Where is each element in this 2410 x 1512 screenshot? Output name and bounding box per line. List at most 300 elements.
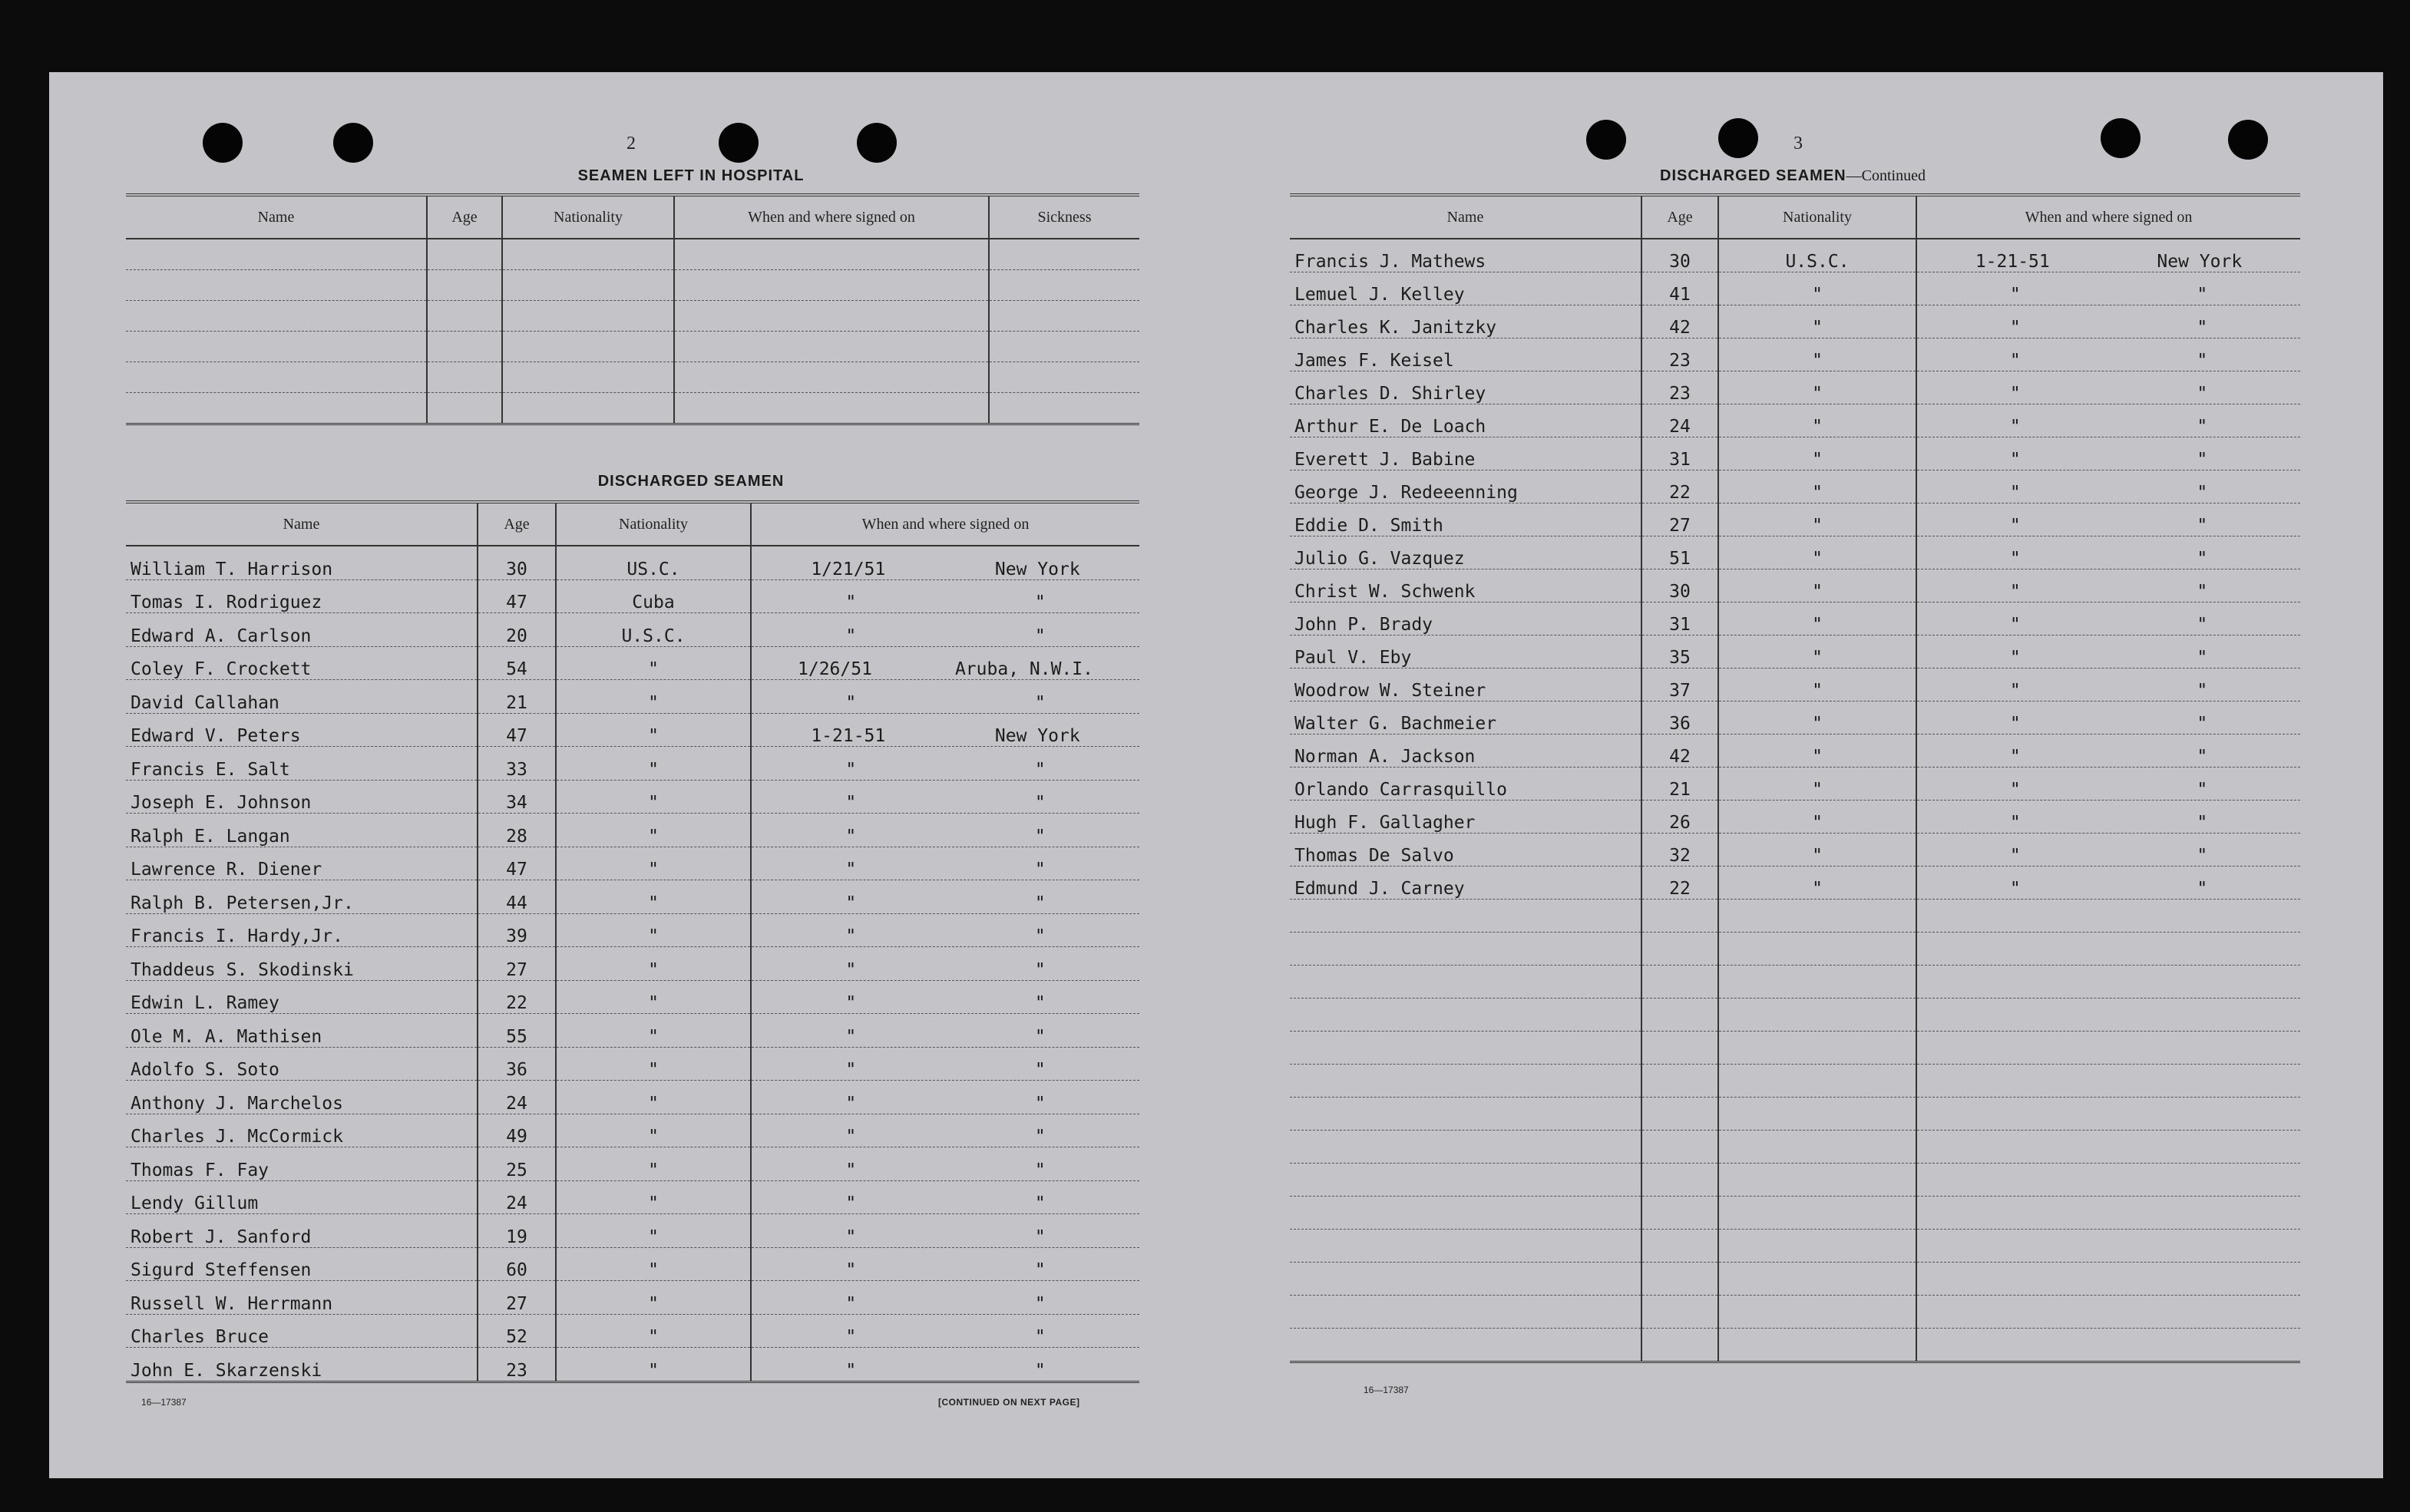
table-row <box>126 1081 1139 1114</box>
signed-on-cell <box>1916 371 2300 404</box>
blank-cell <box>1641 900 1718 933</box>
signed-on-cell <box>751 1247 1139 1281</box>
seaman-age: 30 <box>1641 569 1718 602</box>
seaman-age: 47 <box>478 847 556 880</box>
signed-on-cell <box>751 1314 1139 1348</box>
blank-cell <box>1916 933 2300 966</box>
seaman-name: Charles K. Janitzky <box>1290 305 1641 338</box>
seaman-name: John E. Skarzenski <box>126 1348 478 1382</box>
signed-on-cell <box>751 1180 1139 1214</box>
seaman-name: Sigurd Steffensen <box>126 1247 478 1281</box>
seaman-age: 34 <box>478 780 556 814</box>
table-row <box>1290 834 2300 867</box>
signed-on-cell <box>751 546 1139 579</box>
signed-on-place: " <box>1034 1226 1046 1247</box>
seaman-name: Arthur E. De Loach <box>1290 404 1641 437</box>
blank-cell <box>1916 1230 2300 1263</box>
seaman-name: Thaddeus S. Skodinski <box>126 947 478 981</box>
signed-on-cell <box>1916 536 2300 569</box>
table-row <box>126 362 1139 393</box>
signed-on-date: " <box>845 1193 857 1213</box>
signed-on-place: " <box>2197 813 2208 833</box>
table-row <box>126 1147 1139 1181</box>
signed-on-cell <box>1916 669 2300 702</box>
seaman-nationality: " <box>1718 867 1916 900</box>
seaman-nationality: " <box>1718 338 1916 371</box>
table-row <box>126 1348 1139 1382</box>
seaman-name: Paul V. Eby <box>1290 636 1641 669</box>
blank-cell <box>1916 1131 2300 1164</box>
signed-on-place: " <box>2197 285 2208 305</box>
table-row <box>1290 867 2300 900</box>
seaman-nationality: " <box>1718 536 1916 569</box>
blank-cell <box>1916 1197 2300 1230</box>
discharged-continued-table <box>1290 193 2300 1363</box>
blank-cell <box>1641 1065 1718 1098</box>
seaman-name: Thomas De Salvo <box>1290 834 1641 867</box>
seaman-nationality: " <box>556 747 751 781</box>
table-row <box>1290 669 2300 702</box>
seaman-age: 47 <box>478 579 556 613</box>
signed-on-cell <box>1916 470 2300 503</box>
blank-cell <box>1718 1065 1916 1098</box>
signed-on-place: " <box>2197 615 2208 635</box>
blank-cell <box>1718 1263 1916 1296</box>
seaman-name: Anthony J. Marchelos <box>126 1081 478 1114</box>
seaman-nationality: " <box>1718 371 1916 404</box>
signed-on-place: " <box>1034 759 1046 780</box>
table-row <box>126 1047 1139 1081</box>
signed-on-date: " <box>845 1093 857 1114</box>
table-row <box>1290 900 2300 933</box>
table-row <box>126 332 1139 362</box>
blank-cell <box>1718 1197 1916 1230</box>
col-header-age: Age <box>478 502 556 546</box>
signed-on-date: " <box>2009 615 2021 635</box>
signed-on-cell <box>1916 602 2300 636</box>
blank-cell <box>1718 1098 1916 1131</box>
seaman-name: Edmund J. Carney <box>1290 867 1641 900</box>
signed-on-date: " <box>2009 780 2021 800</box>
blank-cell <box>1718 1032 1916 1065</box>
signed-on-cell <box>1916 305 2300 338</box>
signed-on-cell <box>1916 768 2300 801</box>
seaman-nationality: " <box>1718 602 1916 636</box>
signed-on-date: " <box>2009 549 2021 569</box>
seaman-nationality: " <box>556 880 751 914</box>
seaman-nationality: " <box>556 680 751 714</box>
seaman-nationality: " <box>556 1348 751 1382</box>
seaman-nationality: " <box>1718 834 1916 867</box>
signed-on-place: " <box>1034 1360 1046 1381</box>
seaman-nationality: " <box>556 1247 751 1281</box>
signed-on-date: " <box>845 1127 857 1147</box>
col-header-name: Name <box>257 208 295 226</box>
table-row <box>1290 239 2300 272</box>
signed-on-date: " <box>2009 384 2021 404</box>
left-page <box>49 72 1216 1478</box>
table-row <box>126 1180 1139 1214</box>
blank-cell <box>1718 1230 1916 1263</box>
blank-cell <box>502 332 674 362</box>
hospital-section-title: SEAMEN LEFT IN HOSPITAL <box>577 167 805 184</box>
seaman-age: 23 <box>1641 338 1718 371</box>
seaman-age: 20 <box>478 613 556 647</box>
seaman-age: 42 <box>1641 305 1718 338</box>
blank-cell <box>1290 933 1641 966</box>
blank-cell <box>1916 966 2300 999</box>
signed-on-date: " <box>845 826 857 847</box>
seaman-age: 28 <box>478 814 556 847</box>
blank-cell <box>1290 1230 1641 1263</box>
page-number: 2 <box>626 134 636 154</box>
blank-cell <box>1916 1065 2300 1098</box>
signed-on-date: " <box>2009 681 2021 701</box>
seaman-name: Ole M. A. Mathisen <box>126 1014 478 1048</box>
seaman-nationality: " <box>556 713 751 747</box>
signed-on-place: New York <box>994 559 1080 579</box>
blank-cell <box>1718 966 1916 999</box>
signed-on-date: " <box>2009 879 2021 899</box>
col-header-age: Age <box>1641 195 1718 239</box>
signed-on-place: " <box>1034 1093 1046 1114</box>
signed-on-place: " <box>1034 993 1046 1013</box>
seaman-name: Francis J. Mathews <box>1290 239 1641 272</box>
page-number: 3 <box>1793 134 1803 154</box>
seaman-age: 33 <box>478 747 556 781</box>
seaman-name: Ralph B. Petersen,Jr. <box>126 880 478 914</box>
signed-on-date: " <box>845 1360 857 1381</box>
table-row <box>126 579 1139 613</box>
table-row <box>1290 371 2300 404</box>
signed-on-date: " <box>845 692 857 713</box>
seaman-nationality: " <box>1718 768 1916 801</box>
blank-cell <box>1290 1296 1641 1329</box>
signed-on-date: " <box>845 1026 857 1047</box>
signed-on-place: " <box>1034 1293 1046 1314</box>
blank-cell <box>126 301 427 332</box>
table-row <box>126 947 1139 981</box>
col-header-when-where: When and where signed on <box>751 502 1139 546</box>
signed-on-cell <box>1916 272 2300 305</box>
signed-on-date: " <box>845 1293 857 1314</box>
signed-on-place: " <box>2197 747 2208 767</box>
signed-on-date: " <box>845 593 857 612</box>
signed-on-place: " <box>2197 516 2208 536</box>
seaman-age: 22 <box>1641 470 1718 503</box>
signed-on-date: " <box>845 860 857 880</box>
seaman-name: Christ W. Schwenk <box>1290 569 1641 602</box>
blank-cell <box>1641 1164 1718 1197</box>
seaman-name: Francis I. Hardy,Jr. <box>126 913 478 947</box>
blank-cell <box>674 301 989 332</box>
table-row <box>1290 503 2300 536</box>
seaman-age: 27 <box>478 947 556 981</box>
seaman-nationality: " <box>556 1214 751 1248</box>
blank-cell <box>1916 1164 2300 1197</box>
table-row <box>1290 569 2300 602</box>
blank-cell <box>674 393 989 424</box>
seaman-age: 24 <box>478 1180 556 1214</box>
blank-cell <box>1916 900 2300 933</box>
signed-on-cell <box>1916 834 2300 867</box>
table-row <box>126 1114 1139 1147</box>
table-row <box>1290 1329 2300 1362</box>
col-header-nationality: Nationality <box>556 502 751 546</box>
blank-cell <box>427 362 502 393</box>
table-row <box>1290 933 2300 966</box>
signed-on-place: " <box>2197 681 2208 701</box>
seaman-nationality: " <box>556 1180 751 1214</box>
signed-on-place: " <box>2197 351 2208 371</box>
blank-cell <box>1718 1164 1916 1197</box>
col-header-when-where: When and where signed on <box>674 195 989 239</box>
seaman-name: David Callahan <box>126 680 478 714</box>
blank-cell <box>1290 1197 1641 1230</box>
blank-cell <box>427 301 502 332</box>
blank-cell <box>1641 1032 1718 1065</box>
blank-cell <box>427 332 502 362</box>
signed-on-cell <box>751 747 1139 781</box>
signed-on-place: New York <box>2157 252 2243 272</box>
table-row <box>1290 966 2300 999</box>
blank-cell <box>126 332 427 362</box>
signed-on-date: " <box>2009 285 2021 305</box>
table-row <box>1290 602 2300 636</box>
table-row <box>126 913 1139 947</box>
table-row <box>1290 999 2300 1032</box>
signed-on-date: " <box>2009 417 2021 437</box>
signed-on-place: " <box>1034 1193 1046 1213</box>
signed-on-cell <box>1916 867 2300 900</box>
table-row <box>1290 437 2300 470</box>
table-row <box>1290 768 2300 801</box>
seaman-age: 23 <box>1641 371 1718 404</box>
blank-cell <box>502 270 674 301</box>
signed-on-date: " <box>845 993 857 1013</box>
table-row <box>126 847 1139 880</box>
seaman-age: 51 <box>1641 536 1718 569</box>
continued-note: [CONTINUED ON NEXT PAGE] <box>938 1397 1080 1408</box>
signed-on-cell <box>751 1014 1139 1048</box>
col-header-when-where: When and where signed on <box>1916 195 2300 239</box>
signed-on-date: " <box>2009 351 2021 371</box>
seaman-age: 41 <box>1641 272 1718 305</box>
seaman-name: Thomas F. Fay <box>126 1147 478 1181</box>
table-row <box>126 1247 1139 1281</box>
table-row <box>126 880 1139 914</box>
seaman-nationality: " <box>556 980 751 1014</box>
seaman-name: Edward A. Carlson <box>126 613 478 647</box>
table-row <box>1290 1131 2300 1164</box>
seaman-name: Edwin L. Ramey <box>126 980 478 1014</box>
seaman-name: James F. Keisel <box>1290 338 1641 371</box>
table-row <box>1290 404 2300 437</box>
table-row <box>1290 470 2300 503</box>
signed-on-cell <box>1916 437 2300 470</box>
signed-on-date: " <box>845 793 857 813</box>
seaman-nationality: " <box>556 913 751 947</box>
blank-cell <box>1916 999 2300 1032</box>
signed-on-cell <box>751 847 1139 880</box>
signed-on-cell <box>1916 636 2300 669</box>
signed-on-place: " <box>1034 1127 1046 1147</box>
seaman-name: Orlando Carrasquillo <box>1290 768 1641 801</box>
blank-cell <box>1290 1164 1641 1197</box>
seaman-nationality: " <box>556 947 751 981</box>
signed-on-date: 1/26/51 <box>798 659 872 679</box>
signed-on-date: " <box>2009 813 2021 833</box>
blank-cell <box>1718 900 1916 933</box>
blank-cell <box>1916 1263 2300 1296</box>
seaman-age: 23 <box>478 1348 556 1382</box>
table-row <box>1290 1230 2300 1263</box>
signed-on-place: " <box>2197 714 2208 734</box>
seaman-nationality: " <box>1718 669 1916 702</box>
signed-on-date: " <box>845 893 857 913</box>
blank-cell <box>1641 933 1718 966</box>
seaman-name: Tomas I. Rodriguez <box>126 579 478 613</box>
blank-cell <box>126 239 427 270</box>
table-row <box>126 613 1139 647</box>
seaman-nationality: " <box>556 1081 751 1114</box>
seaman-age: 27 <box>1641 503 1718 536</box>
seaman-name: Charles J. McCormick <box>126 1114 478 1147</box>
blank-cell <box>1290 1131 1641 1164</box>
signed-on-cell <box>751 947 1139 981</box>
signed-on-date: " <box>2009 318 2021 338</box>
blank-cell <box>502 393 674 424</box>
blank-cell <box>427 270 502 301</box>
blank-cell <box>502 301 674 332</box>
signed-on-date: " <box>2009 450 2021 470</box>
table-row <box>126 747 1139 781</box>
seaman-nationality: " <box>556 1114 751 1147</box>
signed-on-cell <box>751 913 1139 947</box>
hospital-table <box>126 193 1139 425</box>
blank-cell <box>989 393 1139 424</box>
seaman-nationality: " <box>556 1281 751 1315</box>
signed-on-place: " <box>1034 793 1046 813</box>
signed-on-date: " <box>845 1060 857 1080</box>
seaman-age: 49 <box>478 1114 556 1147</box>
seaman-name: Coley F. Crockett <box>126 646 478 680</box>
seaman-age: 31 <box>1641 602 1718 636</box>
signed-on-cell <box>751 1214 1139 1248</box>
signed-on-date: " <box>845 926 857 946</box>
seaman-nationality: " <box>1718 470 1916 503</box>
seaman-age: 44 <box>478 880 556 914</box>
blank-cell <box>1641 966 1718 999</box>
signed-on-cell <box>1916 801 2300 834</box>
signed-on-place: New York <box>994 726 1080 746</box>
seaman-name: John P. Brady <box>1290 602 1641 636</box>
signed-on-date: 1-21-51 <box>811 726 886 746</box>
signed-on-place: " <box>2197 780 2208 800</box>
seaman-age: 39 <box>478 913 556 947</box>
table-row <box>1290 1164 2300 1197</box>
table-row <box>1290 702 2300 735</box>
signed-on-cell <box>1916 239 2300 272</box>
signed-on-place: " <box>2197 846 2208 866</box>
blank-cell <box>1916 1296 2300 1329</box>
seaman-nationality: US.C. <box>556 546 751 579</box>
signed-on-place: " <box>2197 582 2208 602</box>
signed-on-cell <box>751 713 1139 747</box>
seaman-nationality: " <box>556 780 751 814</box>
seaman-nationality: " <box>556 1047 751 1081</box>
seaman-nationality: " <box>1718 801 1916 834</box>
seaman-name: Norman A. Jackson <box>1290 735 1641 768</box>
signed-on-cell <box>751 1047 1139 1081</box>
table-row <box>1290 1098 2300 1131</box>
signed-on-cell <box>1916 735 2300 768</box>
seaman-age: 37 <box>1641 669 1718 702</box>
blank-cell <box>1290 1098 1641 1131</box>
blank-cell <box>989 332 1139 362</box>
seaman-nationality: " <box>1718 437 1916 470</box>
blank-cell <box>126 393 427 424</box>
table-row <box>1290 801 2300 834</box>
seaman-age: 26 <box>1641 801 1718 834</box>
blank-cell <box>1641 999 1718 1032</box>
seaman-name: Francis E. Salt <box>126 747 478 781</box>
seaman-name: William T. Harrison <box>126 546 478 579</box>
signed-on-place: " <box>1034 1260 1046 1280</box>
col-header-name: Name <box>1446 208 1484 226</box>
blank-cell <box>1916 1098 2300 1131</box>
table-row <box>1290 1032 2300 1065</box>
seaman-nationality: " <box>1718 272 1916 305</box>
seaman-age: 25 <box>478 1147 556 1181</box>
signed-on-place: " <box>1034 1026 1046 1047</box>
blank-cell <box>989 301 1139 332</box>
col-header-age: Age <box>427 195 502 239</box>
seaman-age: 60 <box>478 1247 556 1281</box>
table-row <box>1290 735 2300 768</box>
seaman-name: Everett J. Babine <box>1290 437 1641 470</box>
table-row <box>1290 1296 2300 1329</box>
section-title-text: DISCHARGED SEAMEN <box>1660 167 1846 184</box>
seaman-name: Woodrow W. Steiner <box>1290 669 1641 702</box>
table-row <box>126 1314 1139 1348</box>
seaman-name: Adolfo S. Soto <box>126 1047 478 1081</box>
signed-on-date: " <box>845 1226 857 1247</box>
table-row <box>126 980 1139 1014</box>
signed-on-cell <box>1916 503 2300 536</box>
discharged-section-title: DISCHARGED SEAMEN <box>597 473 785 490</box>
seaman-nationality: Cuba <box>556 579 751 613</box>
table-row <box>126 814 1139 847</box>
seaman-name: Lawrence R. Diener <box>126 847 478 880</box>
signed-on-place: " <box>2197 549 2208 569</box>
seaman-nationality: " <box>556 1147 751 1181</box>
seaman-name: Eddie D. Smith <box>1290 503 1641 536</box>
seaman-age: 21 <box>1641 768 1718 801</box>
signed-on-place: " <box>1034 692 1046 713</box>
signed-on-place: Aruba, N.W.I. <box>954 659 1093 679</box>
seaman-age: 32 <box>1641 834 1718 867</box>
blank-cell <box>502 362 674 393</box>
signed-on-date: 1-21-51 <box>1975 252 2050 272</box>
blank-cell <box>1916 1329 2300 1362</box>
blank-cell <box>1641 1329 1718 1362</box>
blank-cell <box>1641 1197 1718 1230</box>
seaman-name: Lemuel J. Kelley <box>1290 272 1641 305</box>
blank-cell <box>1718 1131 1916 1164</box>
blank-cell <box>1290 1263 1641 1296</box>
form-number: 16—17387 <box>1364 1385 1409 1395</box>
